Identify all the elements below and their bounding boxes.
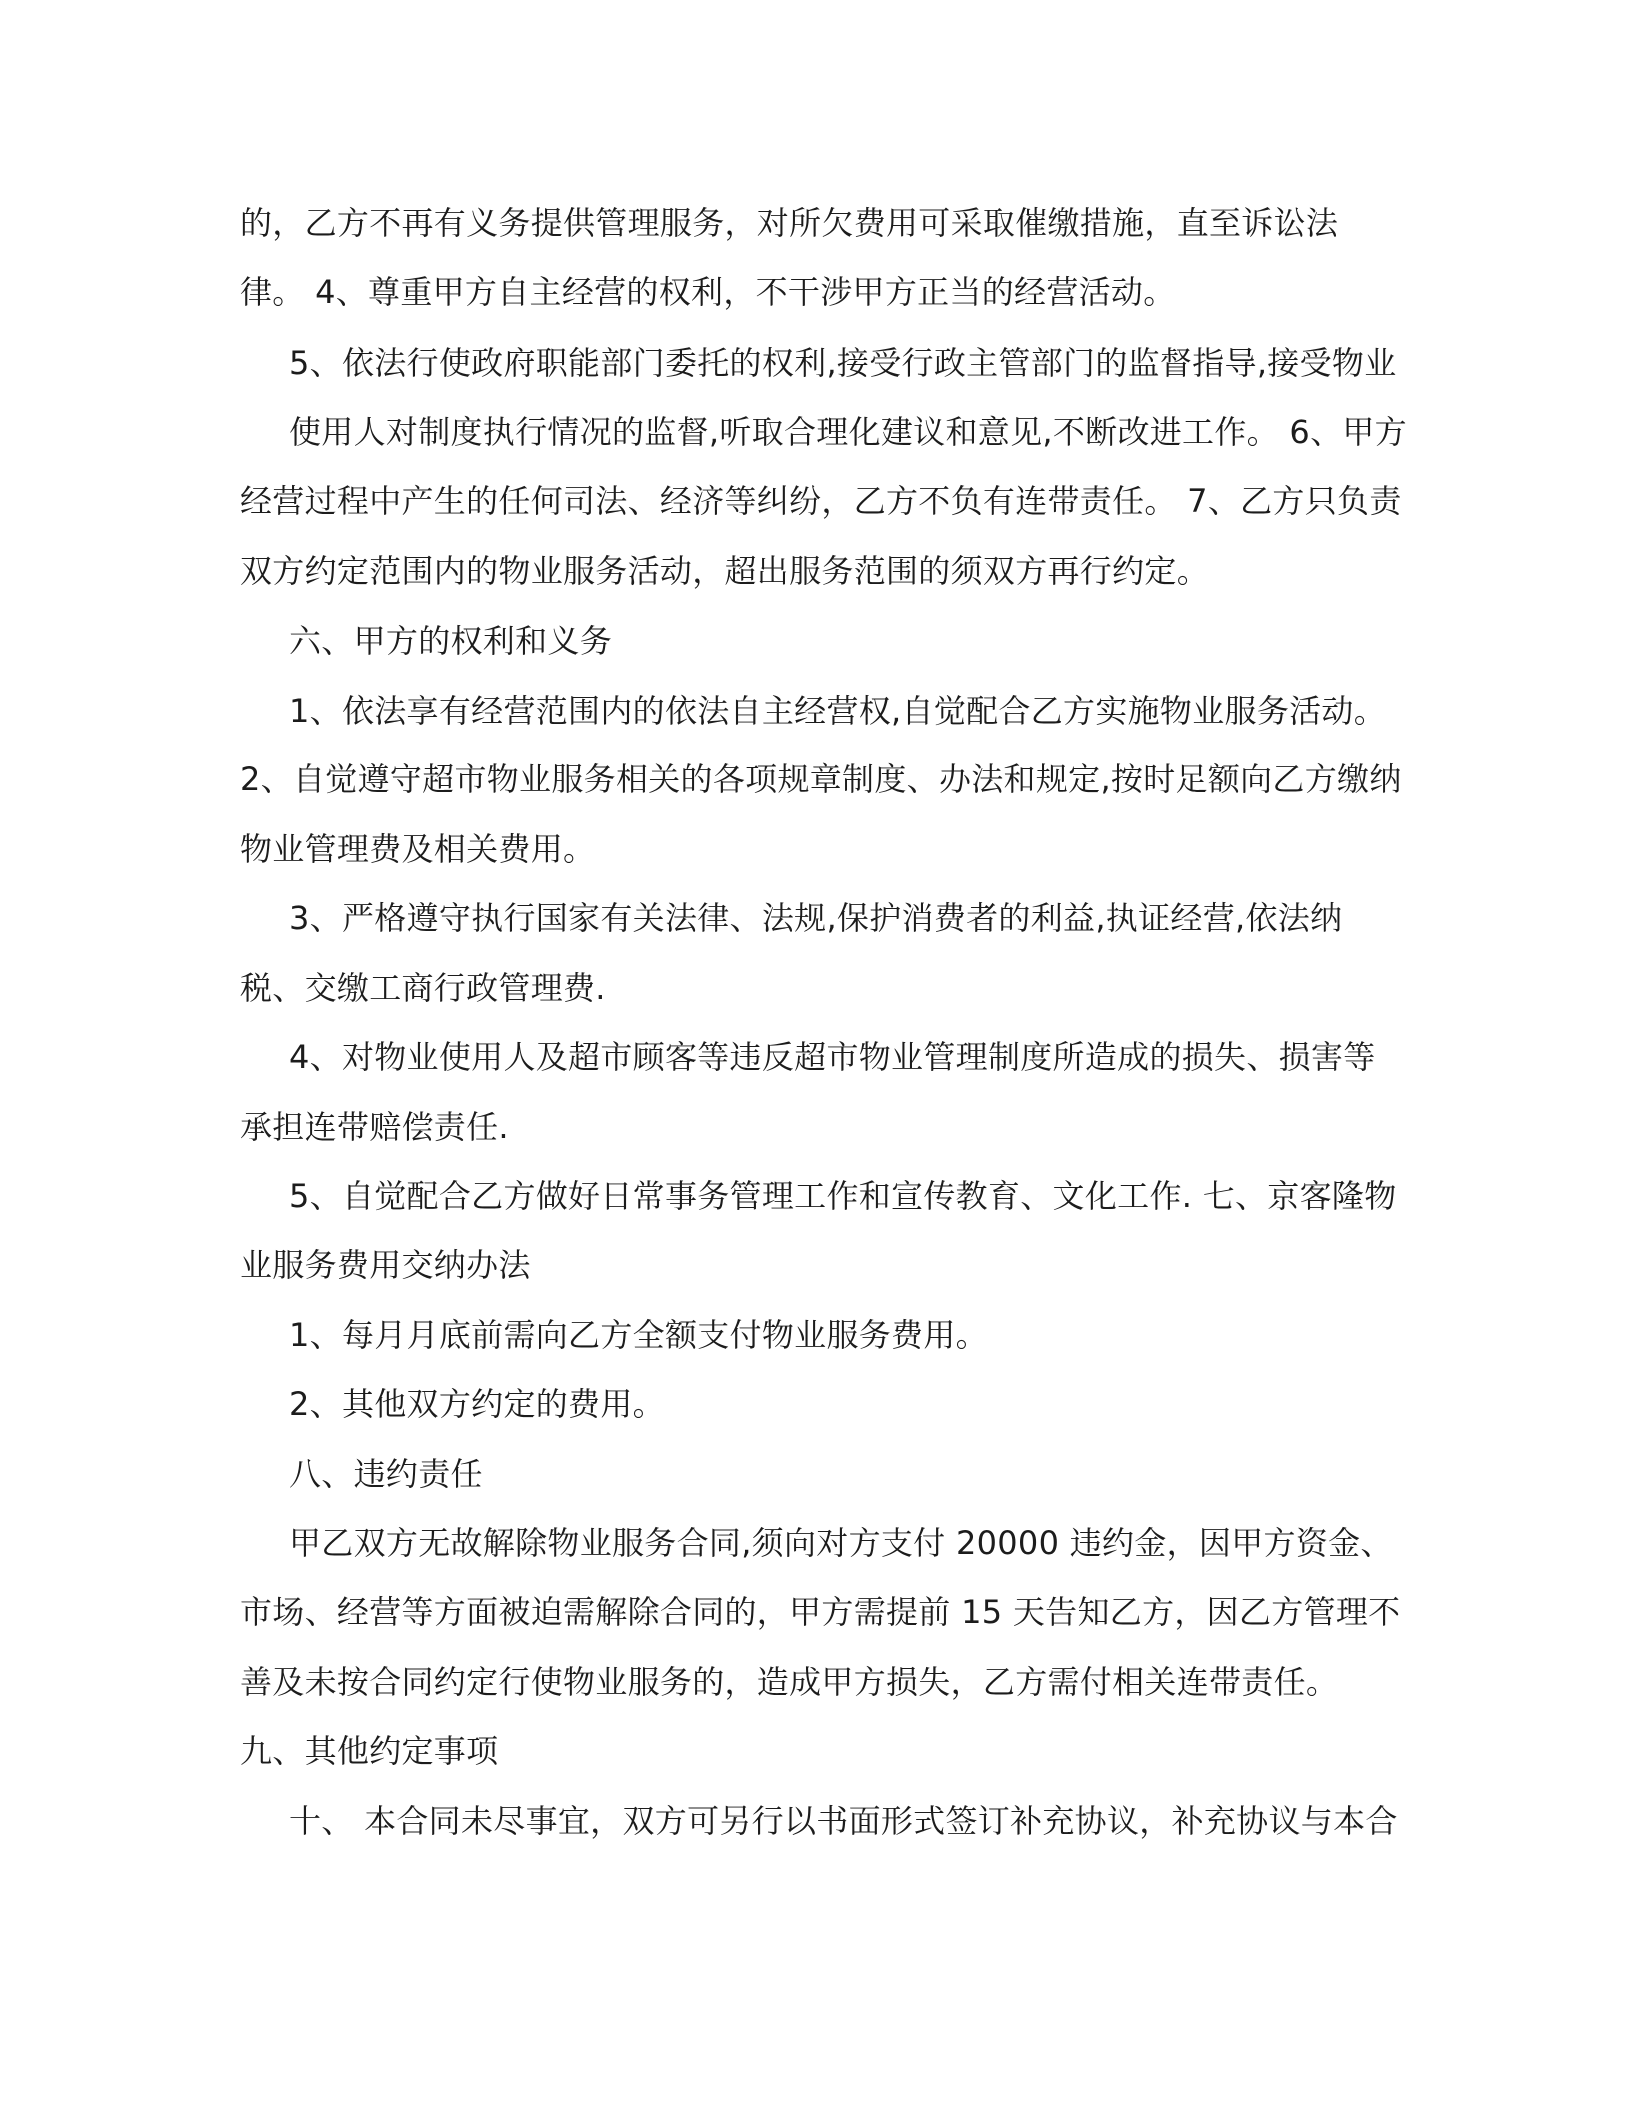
section-heading: 九、其他约定事项 [240, 1732, 499, 1770]
text-line: 5、依法行使政府职能部门委托的权利,接受行政主管部门的监督指导,接受物业 [289, 344, 1397, 382]
text-line: 2、其他双方约定的费用。 [289, 1385, 665, 1423]
text-line: 4、对物业使用人及超市顾客等违反超市物业管理制度所造成的损失、损害等 [289, 1038, 1376, 1076]
text-line: 承担连带赔偿责任. [240, 1108, 509, 1146]
text-line: 十、 本合同未尽事宜，双方可另行以书面形式签订补充协议，补充协议与本合 [289, 1802, 1398, 1840]
text-line: 的，乙方不再有义务提供管理服务，对所欠费用可采取催缴措施，直至诉讼法 [240, 204, 1339, 242]
text-line: 善及未按合同约定行使物业服务的，造成甲方损失，乙方需付相关连带责任。 [240, 1663, 1339, 1701]
text-line: 使用人对制度执行情况的监督,听取合理化建议和意见,不断改进工作。 6、甲方 [289, 413, 1407, 451]
text-line: 5、自觉配合乙方做好日常事务管理工作和宣传教育、文化工作. 七、京客隆物 [289, 1177, 1397, 1215]
text-line: 双方约定范围内的物业服务活动，超出服务范围的须双方再行约定。 [240, 552, 1210, 590]
text-line: 律。 4、尊重甲方自主经营的权利，不干涉甲方正当的经营活动。 [240, 273, 1176, 311]
section-heading: 八、违约责任 [289, 1455, 483, 1493]
text-line: 市场、经营等方面被迫需解除合同的，甲方需提前 15 天告知乙方，因乙方管理不 [240, 1593, 1401, 1631]
text-line: 业服务费用交纳办法 [240, 1246, 531, 1284]
text-line: 1、依法享有经营范围内的依法自主经营权,自觉配合乙方实施物业服务活动。 [289, 692, 1387, 730]
text-line: 1、每月月底前需向乙方全额支付物业服务费用。 [289, 1316, 988, 1354]
text-line: 3、严格遵守执行国家有关法律、法规,保护消费者的利益,执证经营,依法纳 [289, 899, 1343, 937]
text-line: 税、交缴工商行政管理费. [240, 969, 606, 1007]
text-line: 甲乙双方无故解除物业服务合同,须向对方支付 20000 违约金，因甲方资金、 [289, 1524, 1393, 1562]
text-line: 物业管理费及相关费用。 [240, 830, 596, 868]
text-line: 经营过程中产生的任何司法、经济等纠纷，乙方不负有连带责任。 7、乙方只负责 [240, 482, 1402, 520]
text-line: 2、自觉遵守超市物业服务相关的各项规章制度、办法和规定,按时足额向乙方缴纳 [240, 760, 1402, 798]
section-heading: 六、甲方的权利和义务 [289, 622, 613, 660]
